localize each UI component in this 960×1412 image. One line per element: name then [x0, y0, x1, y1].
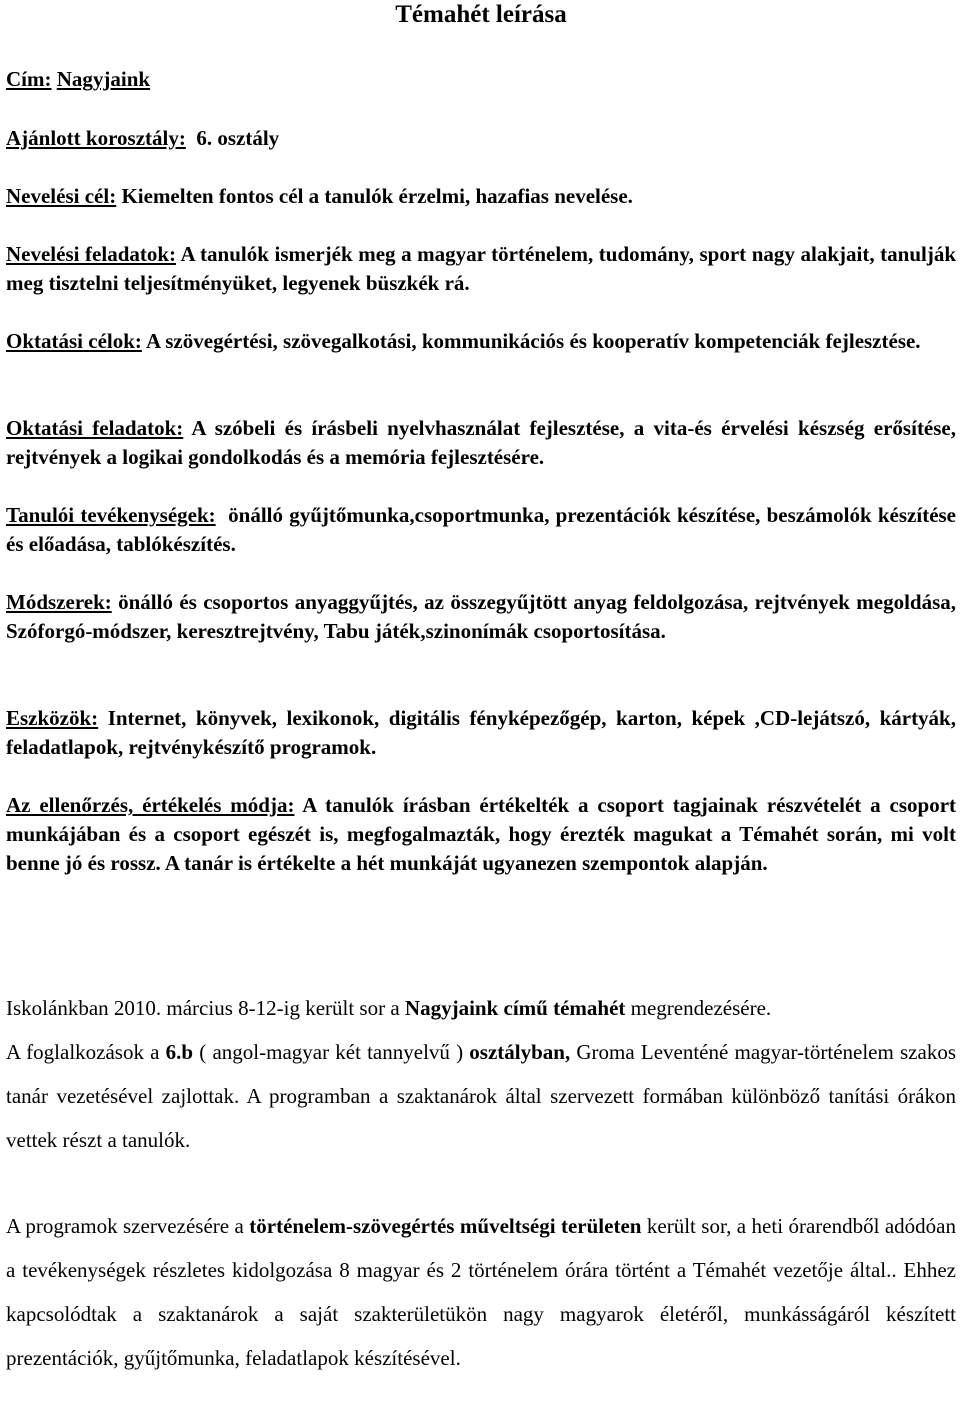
oktatasi-feladatok-value: A szóbeli és írásbeli nyelvhasználat fejlesztése, a vita-és érvelési készség erősítése, rejtvények a logikai gondolkodás és a memória fejlesztésére. [6, 416, 956, 469]
foglalkozasok-paragraph [6, 1030, 956, 1162]
modszerek-label: Módszerek: [6, 590, 112, 614]
korosztaly-line [6, 124, 956, 153]
oktatasi-feladatok-label: Oktatási feladatok: [6, 416, 184, 440]
nevelesi-feladatok-paragraph [6, 240, 956, 298]
cim-value: Nagyjaink [56, 67, 151, 91]
intro-paragraph [6, 986, 956, 1030]
oktatasi-celok-label: Oktatási célok: [6, 329, 142, 353]
korosztaly-value: 6. osztály [196, 126, 280, 150]
korosztaly-label: Ajánlott korosztály: [6, 126, 186, 150]
modszerek-paragraph [6, 588, 956, 646]
programok-text-a: A programok szervezésére a [6, 1214, 250, 1238]
programok-text-b: történelem-szövegértés műveltségi területen [249, 1214, 642, 1238]
intro-text-c: megrendezésére. [625, 996, 772, 1020]
foglalkozasok-text-d: osztályban, [469, 1040, 571, 1064]
programok-text-c: került sor, a heti órarendből adódóan a tevékenységek részletes kidolgozása 8 magyar és 2 történelem órára történt a Témahét vezetője által.. Ehhez kapcsolódtak a szaktanárok a saját szakterületükön nagy magyarok életéről, munkásságáról készített prezentációk, gyűjtőmunka, feladatlapok készítésével. [6, 1214, 956, 1370]
nevelesi-cel-line [6, 182, 956, 211]
foglalkozasok-text-c: ( angol-magyar két tannyelvű ) [193, 1040, 470, 1064]
cim-line [6, 65, 956, 94]
nevelesi-feladatok-value: A tanulók ismerjék meg a magyar történelem, tudomány, sport nagy alakjait, tanulják meg tisztelni teljesítményüket, legyenek büszkék rá. [6, 242, 956, 295]
tanuloi-tevekenysegek-value: önálló gyűjtőmunka,csoportmunka, prezentációk készítése, beszámolók készítése és előadása, tablókészítés. [6, 503, 957, 556]
programok-paragraph [6, 1204, 956, 1380]
oktatasi-celok-paragraph [6, 327, 956, 356]
document-title: Témahét leírása [395, 1, 567, 28]
eszkozok-value: Internet, könyvek, lexikonok, digitális fényképezőgép, karton, képek ,CD-lejátszó, kártyák, feladatlapok, rejtvénykészítő programok. [6, 706, 956, 759]
tanuloi-tevekenysegek-paragraph [6, 501, 956, 559]
oktatasi-feladatok-paragraph [6, 414, 956, 472]
nevelesi-feladatok-label: Nevelési feladatok: [6, 242, 177, 266]
ellenorzes-value: A tanulók írásban értékelték a csoport tagjainak részvételét a csoport munkájában és a csoport egészét is, megfogalmazták, hogy érezték magukat a Témahét során, mi volt benne jó és rossz. A tanár is értékelte a hét munkáját ugyanezen szempontok alapján. [6, 793, 957, 875]
oktatasi-celok-value: A szövegértési, szövegalkotási, kommunikációs és kooperatív kompetenciák fejlesztése. [146, 329, 921, 353]
intro-text-b: Nagyjaink című témahét [404, 996, 626, 1020]
nevelesi-cel-label: Nevelési cél: [6, 184, 117, 208]
ellenorzes-label: Az ellenőrzés, értékelés módja: [6, 793, 295, 817]
foglalkozasok-text-b: 6.b [165, 1040, 194, 1064]
nevelesi-cel-value: Kiemelten fontos cél a tanulók érzelmi, hazafias nevelése. [121, 184, 633, 208]
intro-text-a: Iskolánkban 2010. március 8-12-ig került sor a [6, 996, 405, 1020]
eszkozok-paragraph [6, 704, 956, 762]
ellenorzes-paragraph [6, 791, 956, 878]
document-page [6, 0, 957, 1370]
foglalkozasok-text-a: A foglalkozások a [6, 1040, 166, 1064]
tanuloi-tevekenysegek-label: Tanulói tevékenységek: [6, 503, 216, 527]
eszkozok-label: Eszközök: [6, 706, 99, 730]
foglalkozasok-text-e: Groma Leventéné magyar-történelem szakos tanár vezetésével zajlottak. A programban a szaktanárok által szervezett formában különböző tanítási órákon vettek részt a tanulók. [6, 1040, 957, 1152]
cim-label: Cím: [6, 67, 52, 91]
modszerek-value: önálló és csoportos anyaggyűjtés, az összegyűjtött anyag feldolgozása, rejtvények megoldása, Szóforgó-módszer, keresztrejtvény, Tabu játék,szinonímák csoportosítása. [6, 590, 957, 643]
